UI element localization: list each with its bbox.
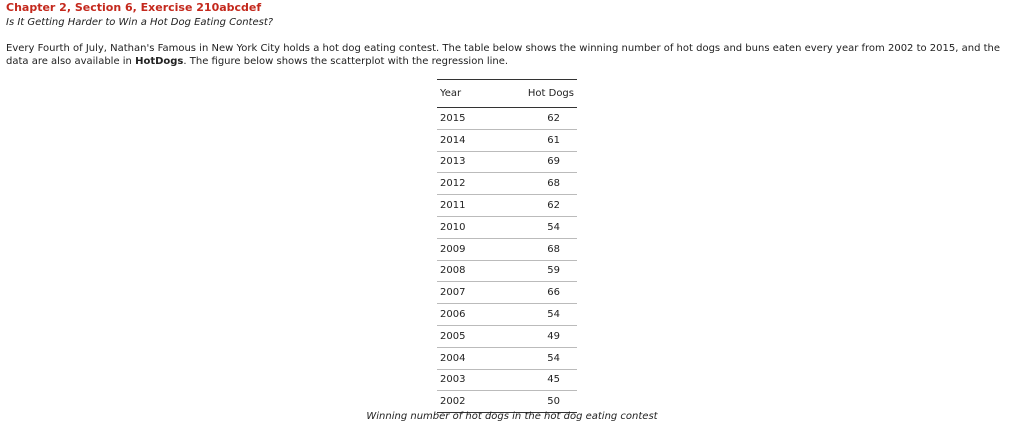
table-row (437, 369, 577, 391)
table-row (437, 195, 577, 217)
hot-dogs-cell: 54 (490, 347, 577, 369)
hot-dogs-cell: 54 (490, 304, 577, 326)
year-cell: 2015 (437, 108, 490, 130)
intro-text-before: Every Fourth of July, Nathan's Famous in New York City holds a hot dog eating contest. The table below shows the winning number of hot dogs and buns eaten every year from 2002 to 2015, and the data are also available in (6, 43, 1001, 67)
year-cell: 2010 (437, 216, 490, 238)
table-row (437, 108, 577, 130)
hot-dogs-cell: 69 (490, 151, 577, 173)
table-row (437, 129, 577, 151)
hot-dogs-cell: 62 (490, 108, 577, 130)
hot-dogs-cell: 59 (490, 260, 577, 282)
header-hot-dogs: Hot Dogs (490, 80, 577, 108)
year-cell: 2013 (437, 151, 490, 173)
intro-paragraph (6, 43, 1018, 68)
year-cell: 2007 (437, 282, 490, 304)
table-row (437, 238, 577, 260)
year-cell: 2006 (437, 304, 490, 326)
year-cell: 2011 (437, 195, 490, 217)
exercise-subtitle: Is It Getting Harder to Win a Hot Dog Eating Contest? (6, 17, 274, 28)
hot-dogs-cell: 49 (490, 325, 577, 347)
table-row (437, 304, 577, 326)
hot-dogs-cell: 54 (490, 216, 577, 238)
table-row (437, 151, 577, 173)
year-cell: 2004 (437, 347, 490, 369)
table-row (437, 325, 577, 347)
intro-text-after: . The figure below shows the scatterplot with the regression line. (183, 55, 509, 67)
table-row (437, 173, 577, 195)
hot-dog-table (437, 79, 577, 413)
hot-dogs-cell: 61 (490, 129, 577, 151)
year-cell: 2012 (437, 173, 490, 195)
hot-dogs-cell: 50 (490, 391, 577, 413)
table-header-row (437, 80, 577, 108)
table-row (437, 347, 577, 369)
table-row (437, 282, 577, 304)
year-cell: 2009 (437, 238, 490, 260)
year-cell: 2005 (437, 325, 490, 347)
table-body (437, 108, 577, 413)
year-cell: 2003 (437, 369, 490, 391)
table-row (437, 391, 577, 413)
hot-dogs-cell: 45 (490, 369, 577, 391)
table-row (437, 216, 577, 238)
hot-dogs-cell: 68 (490, 238, 577, 260)
dataset-name: HotDogs (135, 55, 184, 67)
year-cell: 2002 (437, 391, 490, 413)
table-row (437, 260, 577, 282)
header-year: Year (437, 80, 490, 108)
exercise-title: Chapter 2, Section 6, Exercise 210abcdef (6, 1, 262, 14)
hot-dogs-cell: 66 (490, 282, 577, 304)
year-cell: 2008 (437, 260, 490, 282)
year-cell: 2014 (437, 129, 490, 151)
table-caption: Winning number of hot dogs in the hot dog eating contest (366, 411, 658, 422)
hot-dogs-cell: 62 (490, 195, 577, 217)
hot-dogs-cell: 68 (490, 173, 577, 195)
